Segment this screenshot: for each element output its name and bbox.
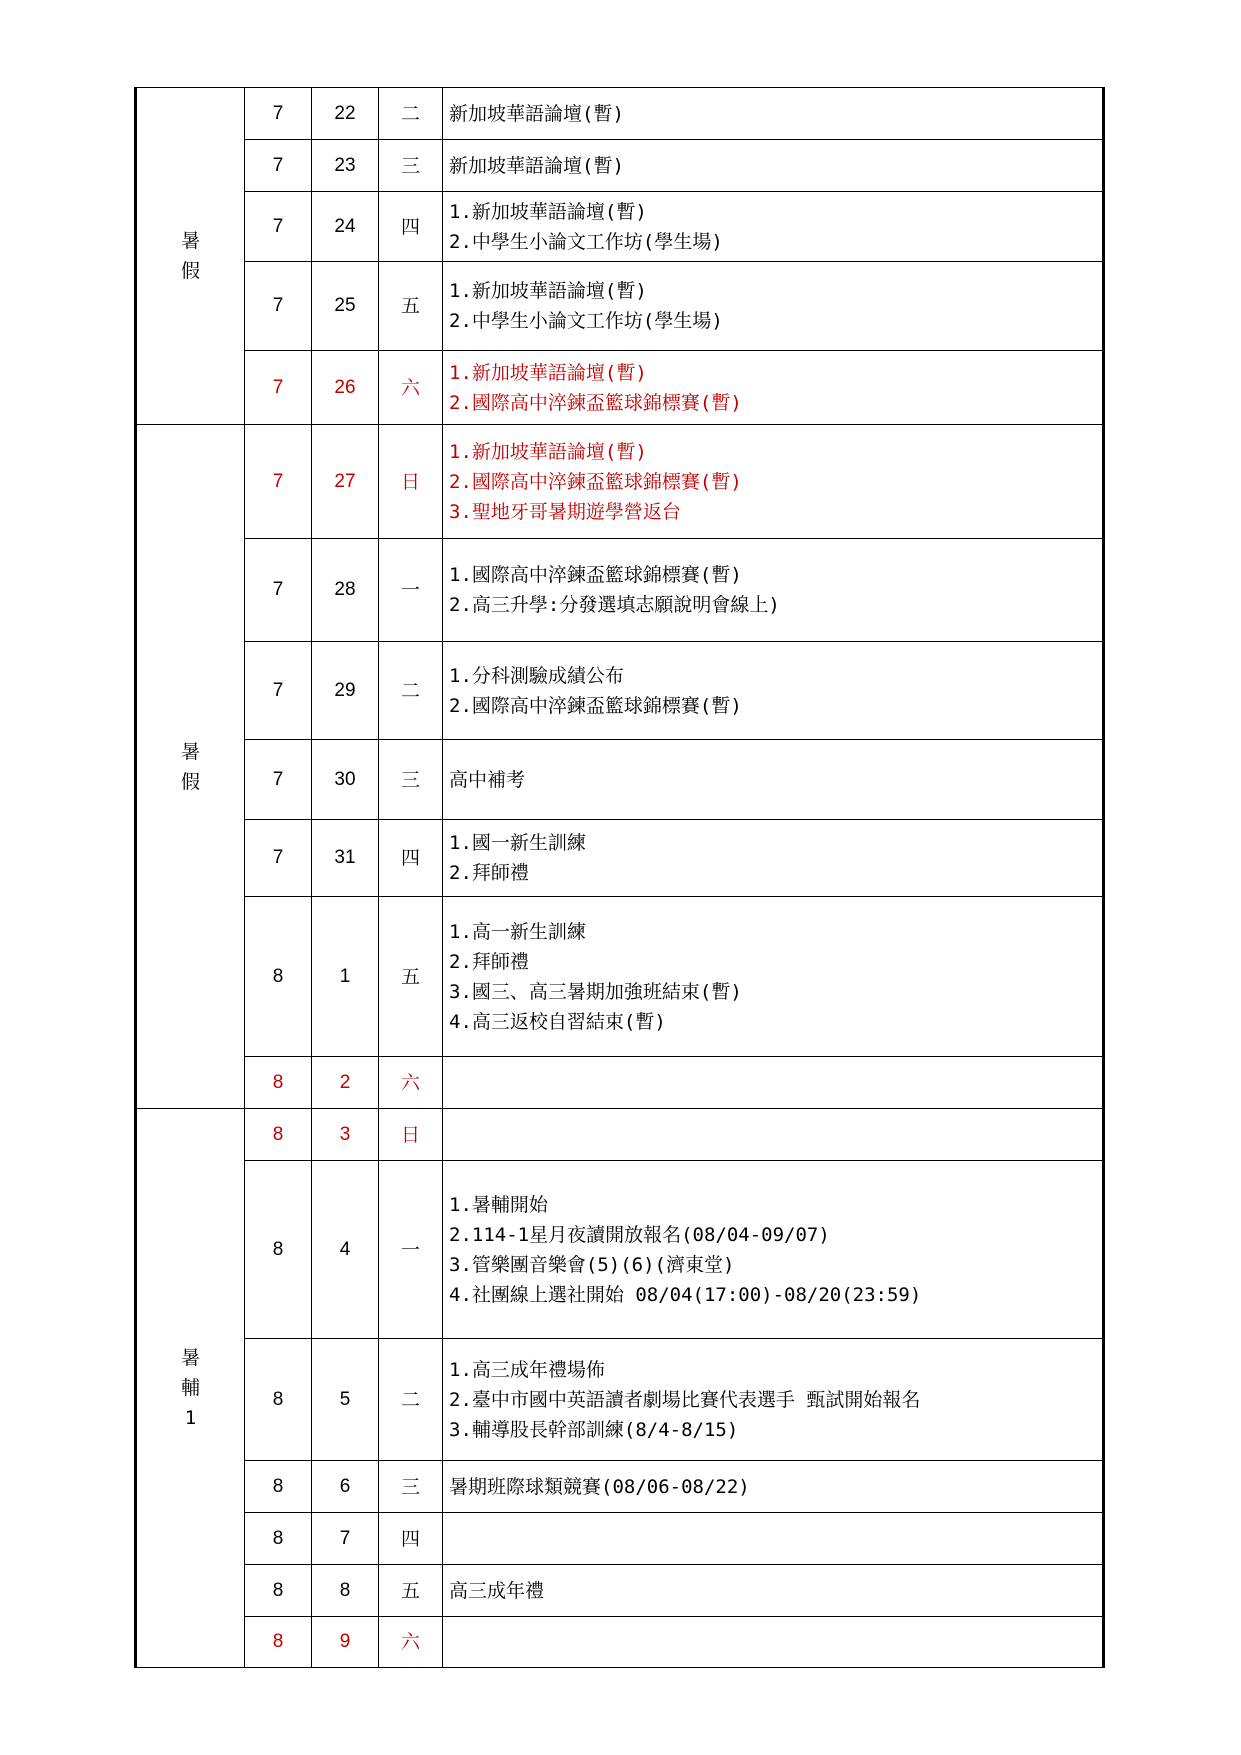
event-item: 1.高一新生訓練 xyxy=(449,920,586,943)
day-cell: 24 xyxy=(312,192,379,262)
event-item: 3.管樂團音樂會(5)(6)(濟東堂) xyxy=(449,1253,735,1276)
event-item: 2.臺中市國中英語讀者劇場比賽代表選手 甄試開始報名 xyxy=(449,1388,921,1411)
weekday-cell: 五 xyxy=(379,897,443,1057)
event-item: 2.國際高中淬鍊盃籃球錦標賽(暫) xyxy=(449,470,742,493)
calendar-table xyxy=(134,87,1105,1668)
month-cell: 8 xyxy=(245,1565,312,1617)
period-label-text: 暑輔1 xyxy=(180,1347,200,1429)
event-item: 暑期班際球類競賽(08/06-08/22) xyxy=(449,1475,750,1498)
day-cell: 31 xyxy=(312,820,379,897)
month-cell: 7 xyxy=(245,262,312,351)
month-cell: 7 xyxy=(245,820,312,897)
event-item: 高中補考 xyxy=(449,768,526,791)
day-cell: 6 xyxy=(312,1461,379,1513)
weekday-cell: 三 xyxy=(379,140,443,192)
month-cell: 7 xyxy=(245,740,312,820)
weekday-cell: 一 xyxy=(379,539,443,642)
weekday-cell: 日 xyxy=(379,425,443,539)
event-item: 1.分科測驗成績公布 xyxy=(449,664,624,687)
month-cell: 8 xyxy=(245,1617,312,1668)
event-item: 3.國三、高三暑期加強班結束(暫) xyxy=(449,980,742,1003)
month-cell: 8 xyxy=(245,897,312,1057)
events-cell xyxy=(443,1339,1104,1461)
month-cell: 7 xyxy=(245,425,312,539)
month-cell: 7 xyxy=(245,192,312,262)
event-item: 2.中學生小論文工作坊(學生場) xyxy=(449,310,723,332)
table-row xyxy=(136,1617,1104,1668)
month-cell: 7 xyxy=(245,140,312,192)
table-row xyxy=(136,1161,1104,1339)
day-cell: 8 xyxy=(312,1565,379,1617)
events-cell xyxy=(443,425,1104,539)
table-row xyxy=(136,740,1104,820)
events-cell xyxy=(443,897,1104,1057)
table-row xyxy=(136,351,1104,425)
weekday-cell: 日 xyxy=(379,1109,443,1161)
table-row xyxy=(136,1461,1104,1513)
weekday-cell: 六 xyxy=(379,351,443,425)
period-label xyxy=(136,425,245,1109)
day-cell: 9 xyxy=(312,1617,379,1668)
event-item: 1.國一新生訓練 xyxy=(449,832,586,854)
events-cell xyxy=(443,192,1104,262)
table-row xyxy=(136,897,1104,1057)
day-cell: 5 xyxy=(312,1339,379,1461)
day-cell: 4 xyxy=(312,1161,379,1339)
weekday-cell: 五 xyxy=(379,262,443,351)
table-row xyxy=(136,642,1104,740)
table-row xyxy=(136,1057,1104,1109)
table-row xyxy=(136,192,1104,262)
events-cell xyxy=(443,740,1104,820)
table-row xyxy=(136,539,1104,642)
events-cell xyxy=(443,140,1104,192)
events-cell xyxy=(443,1513,1104,1565)
period-label-text: 暑假 xyxy=(180,230,200,282)
table-row xyxy=(136,820,1104,897)
weekday-cell: 三 xyxy=(379,1461,443,1513)
day-cell: 25 xyxy=(312,262,379,351)
table-row xyxy=(136,262,1104,351)
event-item: 2.拜師禮 xyxy=(449,862,529,884)
month-cell: 8 xyxy=(245,1109,312,1161)
day-cell: 29 xyxy=(312,642,379,740)
day-cell: 27 xyxy=(312,425,379,539)
day-cell: 3 xyxy=(312,1109,379,1161)
event-item: 新加坡華語論壇(暫) xyxy=(449,102,624,125)
event-item: 新加坡華語論壇(暫) xyxy=(449,154,624,177)
table-row xyxy=(136,425,1104,539)
events-cell xyxy=(443,1109,1104,1161)
weekday-cell: 四 xyxy=(379,192,443,262)
events-cell xyxy=(443,642,1104,740)
events-cell xyxy=(443,1565,1104,1617)
events-cell xyxy=(443,820,1104,897)
weekday-cell: 三 xyxy=(379,740,443,820)
weekday-cell: 二 xyxy=(379,1339,443,1461)
event-item: 1.新加坡華語論壇(暫) xyxy=(449,440,647,463)
day-cell: 28 xyxy=(312,539,379,642)
day-cell: 1 xyxy=(312,897,379,1057)
day-cell: 30 xyxy=(312,740,379,820)
table-row xyxy=(136,88,1104,140)
day-cell: 23 xyxy=(312,140,379,192)
period-label xyxy=(136,88,245,425)
event-item: 3.聖地牙哥暑期遊學營返台 xyxy=(449,500,681,523)
table-row xyxy=(136,1565,1104,1617)
period-label xyxy=(136,1109,245,1668)
event-item: 2.國際高中淬鍊盃籃球錦標賽(暫) xyxy=(449,391,742,414)
month-cell: 8 xyxy=(245,1057,312,1109)
day-cell: 26 xyxy=(312,351,379,425)
weekday-cell: 六 xyxy=(379,1617,443,1668)
events-cell xyxy=(443,88,1104,140)
weekday-cell: 六 xyxy=(379,1057,443,1109)
weekday-cell: 五 xyxy=(379,1565,443,1617)
event-item: 1.新加坡華語論壇(暫) xyxy=(449,361,647,384)
month-cell: 8 xyxy=(245,1161,312,1339)
event-item: 2.拜師禮 xyxy=(449,950,529,973)
month-cell: 7 xyxy=(245,642,312,740)
event-item: 1.高三成年禮場佈 xyxy=(449,1358,605,1381)
period-label-text: 暑假 xyxy=(180,740,200,793)
event-item: 1.暑輔開始 xyxy=(449,1193,548,1216)
table-row xyxy=(136,1339,1104,1461)
events-cell xyxy=(443,262,1104,351)
month-cell: 8 xyxy=(245,1339,312,1461)
events-cell xyxy=(443,1617,1104,1668)
month-cell: 8 xyxy=(245,1461,312,1513)
event-item: 3.輔導股長幹部訓練(8/4-8/15) xyxy=(449,1418,739,1441)
event-item: 高三成年禮 xyxy=(449,1579,545,1602)
events-cell xyxy=(443,1461,1104,1513)
events-cell xyxy=(443,539,1104,642)
month-cell: 7 xyxy=(245,88,312,140)
table-row xyxy=(136,140,1104,192)
event-item: 2.中學生小論文工作坊(學生場) xyxy=(449,230,723,253)
event-item: 1.新加坡華語論壇(暫) xyxy=(449,280,647,302)
day-cell: 2 xyxy=(312,1057,379,1109)
month-cell: 7 xyxy=(245,539,312,642)
event-item: 2.國際高中淬鍊盃籃球錦標賽(暫) xyxy=(449,694,742,717)
weekday-cell: 一 xyxy=(379,1161,443,1339)
month-cell: 8 xyxy=(245,1513,312,1565)
table-row xyxy=(136,1513,1104,1565)
month-cell: 7 xyxy=(245,351,312,425)
events-cell xyxy=(443,1057,1104,1109)
weekday-cell: 二 xyxy=(379,88,443,140)
day-cell: 7 xyxy=(312,1513,379,1565)
event-item: 2.高三升學:分發選填志願說明會線上) xyxy=(449,594,780,616)
event-item: 4.社團線上選社開始 08/04(17:00)-08/20(23:59) xyxy=(449,1283,922,1306)
event-item: 2.114-1星月夜讀開放報名(08/04-09/07) xyxy=(449,1223,830,1246)
weekday-cell: 四 xyxy=(379,820,443,897)
event-item: 1.新加坡華語論壇(暫) xyxy=(449,200,647,223)
event-item: 1.國際高中淬鍊盃籃球錦標賽(暫) xyxy=(449,564,742,586)
events-cell xyxy=(443,351,1104,425)
events-cell xyxy=(443,1161,1104,1339)
weekday-cell: 二 xyxy=(379,642,443,740)
weekday-cell: 四 xyxy=(379,1513,443,1565)
event-item: 4.高三返校自習結束(暫) xyxy=(449,1010,666,1033)
day-cell: 22 xyxy=(312,88,379,140)
table-row xyxy=(136,1109,1104,1161)
